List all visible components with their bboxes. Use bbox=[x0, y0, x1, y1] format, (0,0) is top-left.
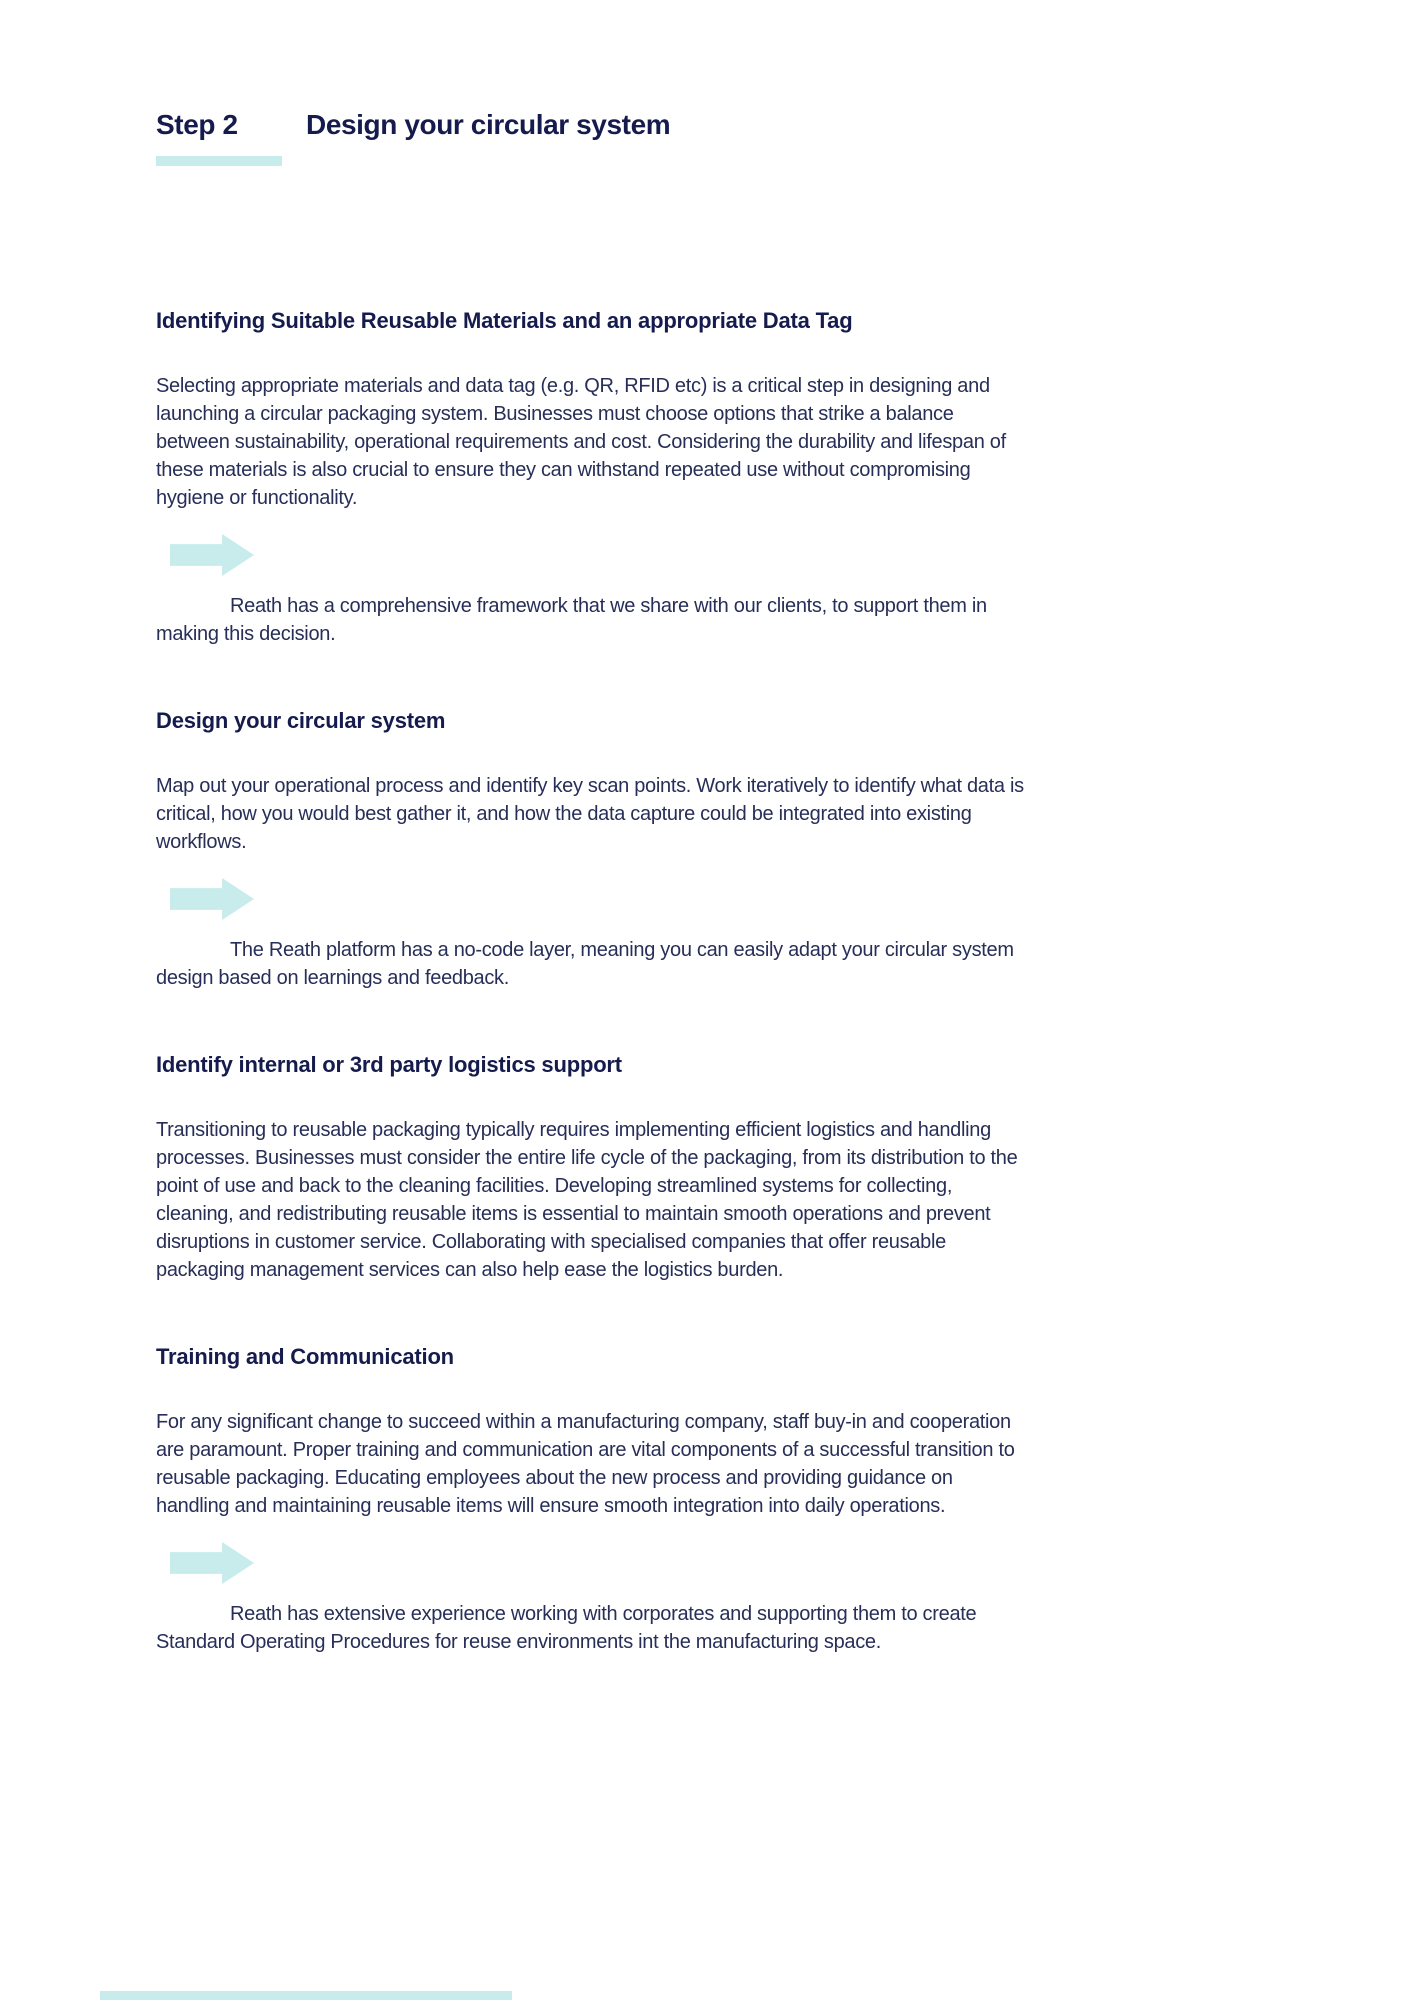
section-paragraph: Transitioning to reusable packaging typically requires implementing efficient logistics and handling processes. Businesses must consider the entire life cycle of the packaging, from its distribution to the point of use and back to the cleaning facilities. Developing streamlined systems for collecting, cleaning, and redistributing reusable items is essential to maintain smooth operations and prevent disruptions in customer service. Collaborating with specialised companies that offer reusable packaging management services can also help ease the logistics burden. bbox=[156, 1119, 1018, 1281]
section-paragraph: Selecting appropriate materials and data tag (e.g. QR, RFID etc) is a critical step in designing and launching a circular packaging system. Businesses must choose options that strike a balance between sustainability, operational requirements and cost. Considering the durability and lifespan of these materials is also crucial to ensure they can withstand repeated use without compromising hygiene or functionality. bbox=[156, 375, 1006, 509]
step-block bbox=[156, 106, 306, 166]
document-section bbox=[156, 1342, 1028, 1656]
step-label: Step 2 bbox=[156, 109, 238, 140]
section-heading: Design your circular system bbox=[156, 708, 446, 733]
page-title: Design your circular system bbox=[306, 109, 671, 140]
footer-accent-bar bbox=[100, 1991, 512, 2000]
section-paragraph: Map out your operational process and identify key scan points. Work iteratively to identify what data is critical, how you would best gather it, and how the data capture could be integrated into existing workflows. bbox=[156, 775, 1024, 853]
section-heading: Identifying Suitable Reusable Materials and an appropriate Data Tag bbox=[156, 308, 853, 333]
callout-text: Reath has extensive experience working with corporates and supporting them to create Standard Operating Procedures for reuse environments int the manufacturing space. bbox=[156, 1603, 977, 1653]
document-section bbox=[156, 706, 1028, 992]
section-heading: Training and Communication bbox=[156, 1344, 454, 1369]
section-paragraph: For any significant change to succeed within a manufacturing company, staff buy-in and cooperation are paramount. Proper training and communication are vital components of a successful transition to reusable packaging. Educating employees about the new process and providing guidance on handling and maintaining reusable items will ensure smooth integration into daily operations. bbox=[156, 1411, 1015, 1517]
arrow-right-icon bbox=[170, 534, 254, 576]
sections bbox=[156, 306, 1028, 1656]
section-heading: Identify internal or 3rd party logistics support bbox=[156, 1052, 622, 1077]
page-header bbox=[156, 106, 1414, 166]
callout-text: Reath has a comprehensive framework that we share with our clients, to support them in making this decision. bbox=[156, 595, 987, 645]
arrow-right-icon bbox=[170, 1542, 254, 1584]
callout bbox=[156, 878, 1028, 992]
document-section bbox=[156, 306, 1028, 648]
document-section bbox=[156, 1050, 1028, 1284]
callout bbox=[156, 1542, 1028, 1656]
arrow-right-icon bbox=[170, 878, 254, 920]
step-underline-accent bbox=[156, 156, 282, 166]
callout-text: The Reath platform has a no-code layer, meaning you can easily adapt your circular system design based on learnings and feedback. bbox=[156, 939, 1014, 989]
callout bbox=[156, 534, 1028, 648]
